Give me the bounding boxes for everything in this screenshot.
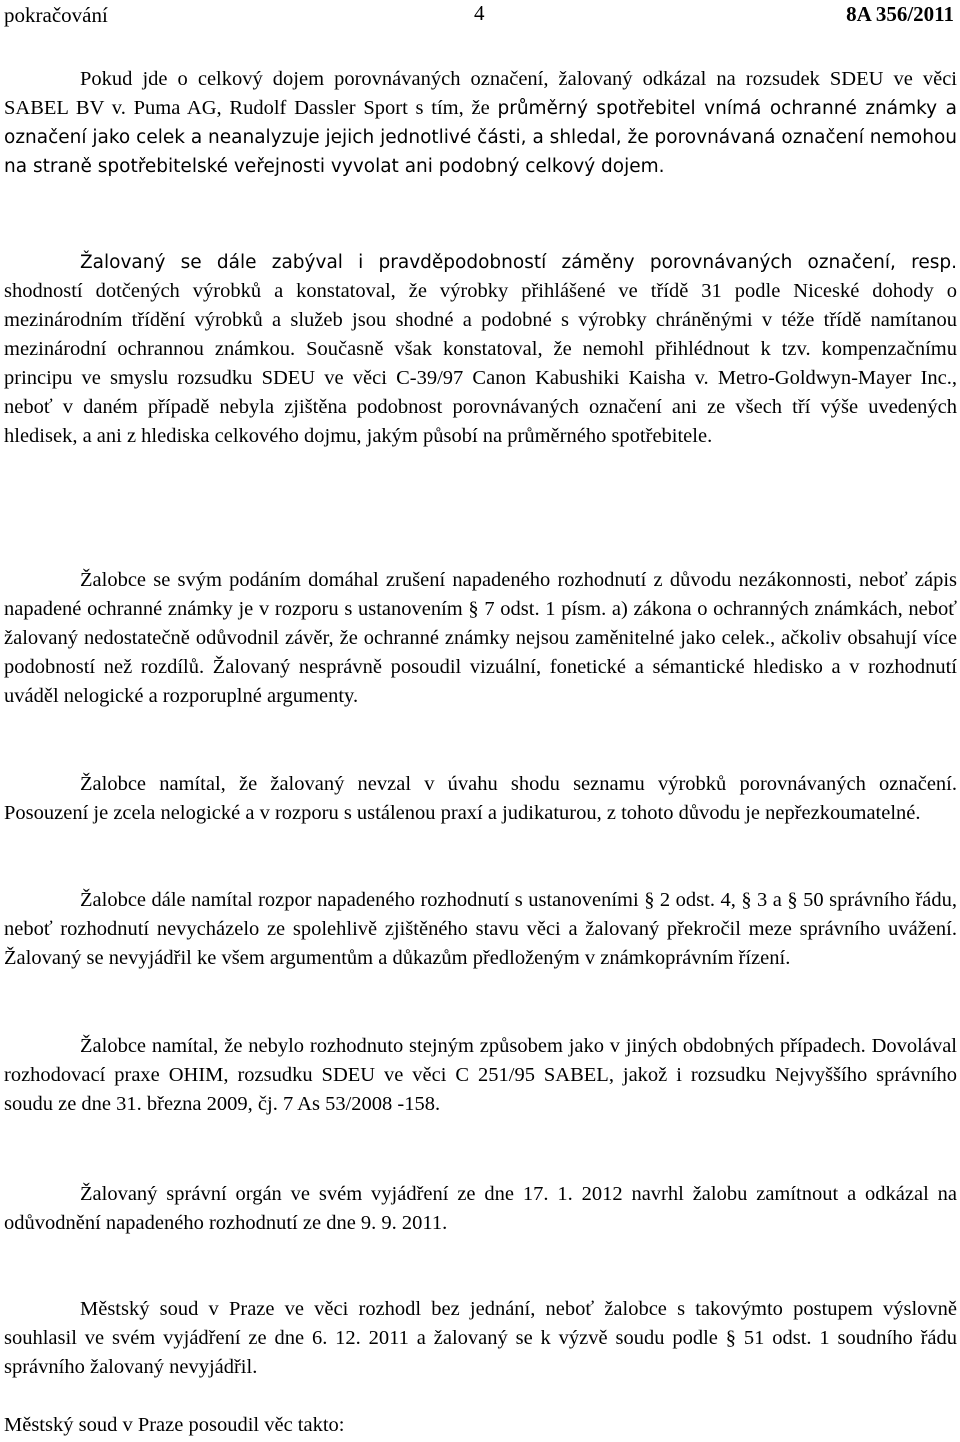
continuation-label: pokračování xyxy=(4,3,108,27)
paragraph-likelihood-confusion xyxy=(4,248,957,451)
paragraph-plaintiff-goods: Žalobce namítal, že žalovaný nevzal v úvahu shodu seznamu výrobků porovnávaných označení. Posouzení je zcela nelogické a v rozporu s ustálenou praxí a judikaturou, z tohoto důvodu je nepřezkoumatelné. xyxy=(4,773,957,824)
paragraph-court-procedure: Městský soud v Praze ve věci rozhodl bez jednání, neboť žalobce s takovýmto postupem výslovně souhlasil ve svém vyjádření ze dne 6. 12. 2011 a žalovaný se k výzvě soudu podle § 51 odst. 1 soudního řádu správního žalovaný nevyjádřil. xyxy=(4,1298,957,1378)
page-header xyxy=(0,0,960,30)
paragraph-court-assessment: Městský soud v Praze posoudil věc takto: xyxy=(4,1414,345,1436)
case-number: 8A 356/2011 xyxy=(846,2,954,26)
paragraph-text-part: Pokud jde o celkový dojem porovnávaných označení, žalovaný odkázal na rozsudek SDEU ve věci SABEL BV v. Puma AG, Rudolf Dassler Sport s tím, že xyxy=(4,68,957,119)
paragraph-overall-impression xyxy=(4,65,957,181)
page-number: 4 xyxy=(474,1,485,25)
paragraph-plaintiff-procedure: Žalobce dále namítal rozpor napadeného rozhodnutí s ustanoveními § 2 odst. 4, § 3 a § 50 správního řádu, neboť rozhodnutí nevycházelo ze spolehlivě zjištěného stavu věci a žalovaný překročil meze správního uvážení. Žalovaný se nevyjádřil ke všem argumentům a důkazům předloženým v známkoprávním řízení. xyxy=(4,889,957,969)
paragraph-defendant-statement: Žalovaný správní orgán ve svém vyjádření ze dne 17. 1. 2012 navrhl žalobu zamítnout a odkázal na odůvodnění napadeného rozhodnutí ze dne 9. 9. 2011. xyxy=(4,1183,957,1234)
paragraph-plaintiff-claim: Žalobce se svým podáním domáhal zrušení napadeného rozhodnutí z důvodu nezákonnosti, neboť zápis napadené ochranné známky je v rozporu s ustanovením § 7 odst. 1 písm. a) zákona o ochranných známkách, neboť žalovaný nedostatečně odůvodnil závěr, že ochranné známky nejsou zaměnitelné jako celek., ačkoliv obsahují více podobností než rozdílů. Žalovaný nesprávně posoudil vizuální, fonetické a sémantické hledisko a v rozhodnutí uváděl nelogické a rozporuplné argumenty. xyxy=(4,569,957,707)
paragraph-plaintiff-precedent: Žalobce namítal, že nebylo rozhodnuto stejným způsobem jako v jiných obdobných případech. Dovolával rozhodovací praxe OHIM, rozsudku SDEU ve věci C 251/95 SABEL, jakož i rozsudku Nejvyššího správního soudu ze dne 31. března 2009, čj. 7 As 53/2008 -158. xyxy=(4,1035,957,1115)
paragraph-text-part: Žalovaný se dále zabýval i pravděpodobností záměny porovnávaných označení, resp. xyxy=(80,252,957,273)
paragraph-text-part: průměrný spotřebitel vnímá ochranné známky a označení jako celek a neanalyzuje jejich jednotlivé části, a shledal, že porovnávaná označení nemohou na straně spotřebitelské veřejnosti vyvolat ani podobný celkový dojem. xyxy=(4,98,957,177)
paragraph-text-part: shodností dotčených výrobků a konstatoval, že výrobky přihlášené ve třídě 31 podle Niceské dohody o mezinárodním třídění výrobků a služeb jsou shodné a podobné s výrobky chráněnými v téže třídě namítanou mezinárodní ochrannou známkou. Současně však konstatoval, že nemohl přihlédnout k tzv. kompenzačnímu principu ve smyslu rozsudku SDEU ve věci C-39/97 Canon Kabushiki Kaisha v. Metro-Goldwyn-Mayer Inc., neboť v daném případě nebyla zjištěna podobnost porovnávaných označení ani ze všech tří výše uvedených hledisek, a ani z hlediska celkového dojmu, jakým působí na průměrného spotřebitele. xyxy=(4,280,957,447)
